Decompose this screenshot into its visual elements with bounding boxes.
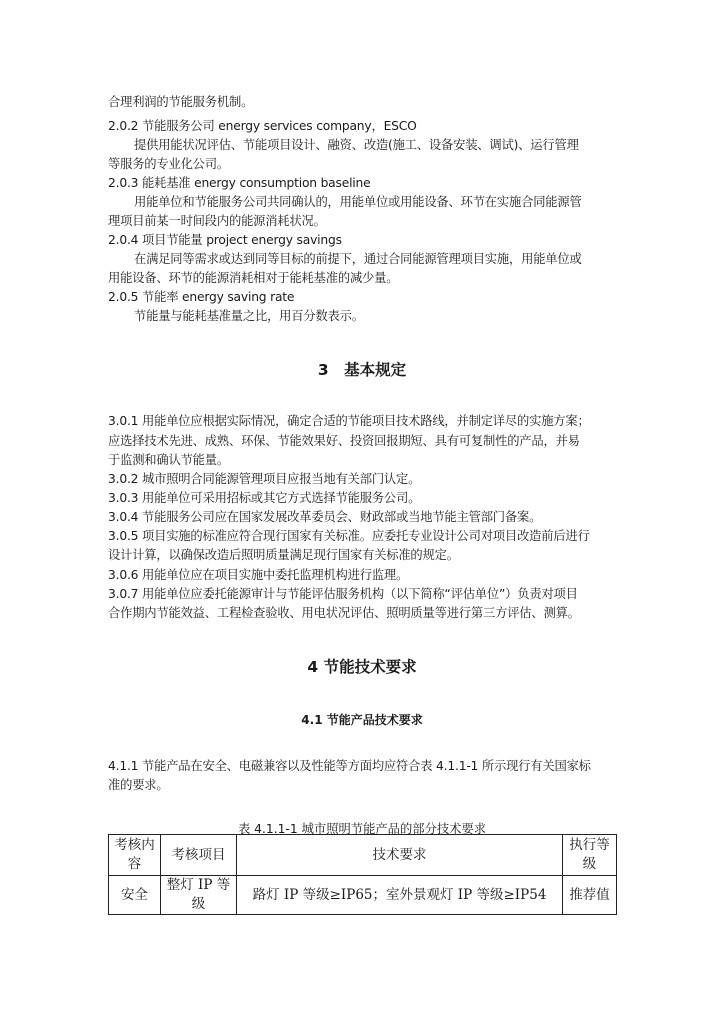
clause-3-0-3: 3.0.3 用能单位可采用招标或其它方式选择节能服务公司。: [108, 491, 421, 505]
term-heading-2-0-3: 2.0.3 能耗基准 energy consumption baseline: [108, 176, 371, 190]
text-line: 在满足同等需求或达到同等目标的前提下，通过合同能源管理项目实施，用能单位或: [134, 252, 582, 266]
header-cell-technical-requirement: 技术要求: [237, 835, 563, 876]
clause-3-0-6: 3.0.6 用能单位应在项目实施中委托监理机构进行监理。: [108, 568, 409, 582]
table-row: [109, 876, 617, 915]
clause-4-1-1: 4.1.1 节能产品在安全、电磁兼容以及性能等方面均应符合表 4.1.1-1 所示现行有关国家标: [108, 759, 591, 773]
text-line: 用能设备、环节的能源消耗相对于能耗基准的减少量。: [108, 271, 399, 285]
tech-requirements-table: [108, 834, 617, 915]
text-line: 节能量与能耗基准量之比，用百分数表示。: [134, 309, 364, 323]
section-4-1-title: 4.1 节能产品技术要求: [301, 713, 423, 727]
header-cell-assessment-content: 考核内容: [109, 835, 161, 876]
text-line: 设计计算，以确保改造后照明质量满足现行国家有关标准的规定。: [108, 548, 459, 562]
term-heading-2-0-5: 2.0.5 节能率 energy saving rate: [108, 290, 295, 304]
text-line: 合理利润的节能服务机制。: [108, 95, 254, 109]
text-line: 准的要求。: [108, 778, 169, 792]
clause-3-0-5: 3.0.5 项目实施的标准应符合现行国家有关标准。应委托专业设计公司对项目改造前后进行: [108, 529, 590, 543]
text-line: 用能单位和节能服务公司共同确认的，用能单位或用能设备、环节在实施合同能源管: [134, 195, 582, 209]
chapter-4-title: 4 节能技术要求: [307, 658, 417, 676]
table-cell: 安全: [109, 876, 161, 915]
table-caption: 表 4.1.1-1 城市照明节能产品的部分技术要求: [237, 822, 487, 836]
term-heading-2-0-2: 2.0.2 节能服务公司 energy services company，ESCO: [108, 119, 417, 133]
chapter-3-title: 3 基本规定: [317, 361, 407, 379]
text-line: 提供用能状况评估、节能项目设计、融资、改造(施工、设备安装、调试)、运行管理: [134, 138, 579, 152]
table-cell: 推荐值: [563, 876, 617, 915]
header-cell-execution-level: 执行等级: [563, 835, 617, 876]
text-line: 应选择技术先进、成熟、环保、节能效果好、投资回报期短、具有可复制性的产品，并易: [108, 434, 580, 448]
table-cell: 整灯 IP 等级: [161, 876, 237, 915]
clause-3-0-4: 3.0.4 节能服务公司应在国家发展改革委员会、财政部或当地节能主管部门备案。: [108, 510, 542, 524]
text-line: 等服务的专业化公司。: [108, 157, 229, 171]
clause-3-0-2: 3.0.2 城市照明合同能源管理项目应报当地有关部门认定。: [108, 472, 421, 486]
clause-3-0-1: 3.0.1 用能单位应根据实际情况，确定合适的节能项目技术路线，并制定详尽的实施方案；: [108, 414, 590, 428]
text-line: 理项目前某一时间段内的能源消耗状况。: [108, 214, 326, 228]
table-cell: 路灯 IP 等级≥IP65；室外景观灯 IP 等级≥IP54: [237, 876, 563, 915]
header-cell-assessment-item: 考核项目: [161, 835, 237, 876]
table-header-row: [109, 835, 617, 876]
clause-3-0-7: 3.0.7 用能单位应委托能源审计与节能评估服务机构（以下简称“评估单位”）负责对项目: [108, 587, 578, 601]
text-line: 于监测和确认节能量。: [108, 453, 229, 467]
text-line: 合作期内节能效益、工程检查验收、用电状况评估、照明质量等进行第三方评估、测算。: [108, 606, 580, 620]
term-heading-2-0-4: 2.0.4 项目节能量 project energy savings: [108, 233, 342, 247]
